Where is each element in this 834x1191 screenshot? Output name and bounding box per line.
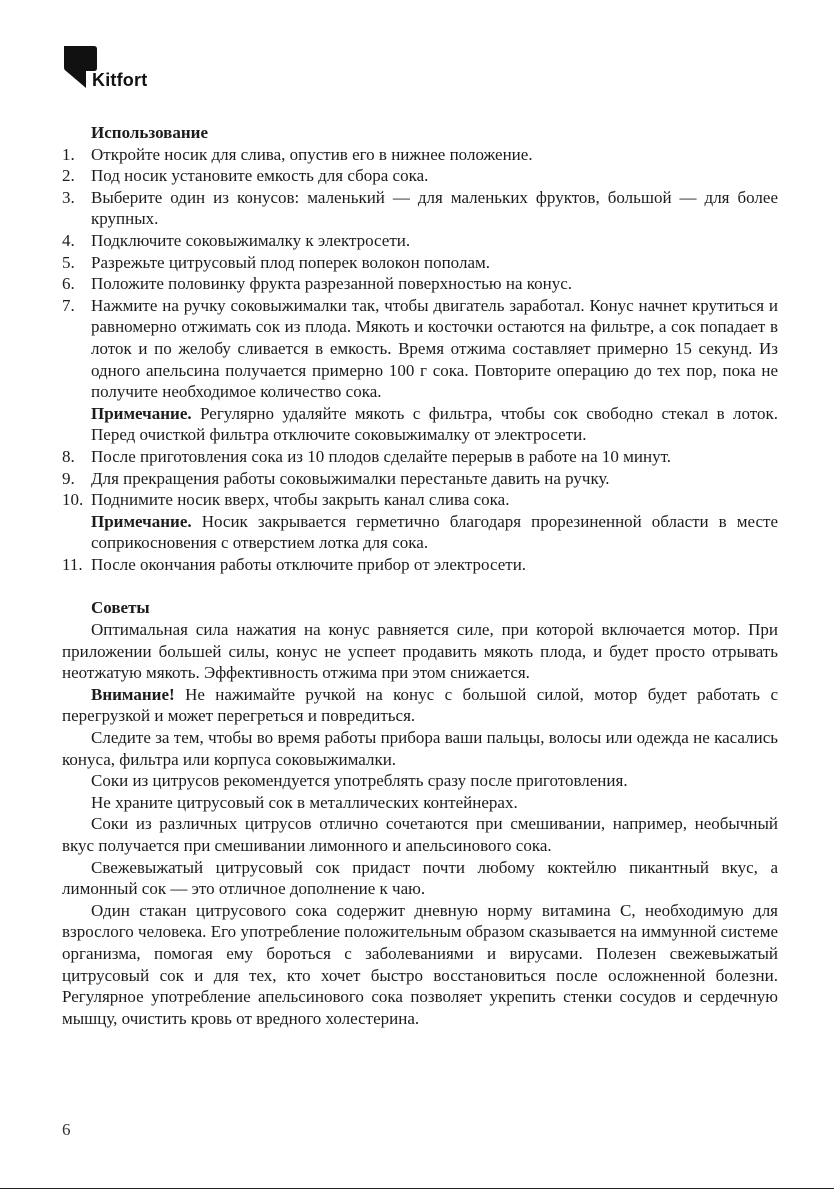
note-label: Примечание. xyxy=(91,511,192,531)
step-number: 6. xyxy=(62,274,75,294)
list-item xyxy=(62,295,778,403)
tips-paragraph: Оптимальная сила нажатия на конус равняется силе, при которой включается мотор. При приложении большей силы, конус не успеет продавить мякоть плода, и будет просто отрывать неотжатую мякоть. Эффективность отжима при этом снижается. xyxy=(62,620,778,683)
list-item xyxy=(62,252,778,274)
note-2 xyxy=(62,511,778,554)
page-number: 6 xyxy=(62,1120,71,1139)
usage-steps xyxy=(62,144,778,403)
list-item xyxy=(62,230,778,252)
step-text: Положите половинку фрукта разрезанной поверхностью на конус. xyxy=(91,274,573,294)
attention-text: Не нажимайте ручкой на конус с большой силой, мотор будет работать с перегрузкой и может перегреться и повредиться. xyxy=(62,684,778,726)
kitfort-logo xyxy=(62,44,172,92)
step-text: Откройте носик для слива, опустив его в нижнее положение. xyxy=(91,144,533,164)
list-item xyxy=(62,489,778,511)
step-text: Выберите один из конусов: маленький — для маленьких фруктов, большой — для более крупных. xyxy=(91,187,778,229)
tips-paragraph: Один стакан цитрусового сока содержит дневную норму витамина С, необходимую для взрослого человека. Его употребление положительным образом сказывается на иммунной системе организма, помогая ему бороться с заболеваниями и вирусами. Полезен свежевыжатый цитрусовый сок и для тех, кто хочет быстро восстановиться после осложненной болезни. Регулярное употребление апельсинового сока позволяет укрепить стенки сосудов и сердечную мышцу, очистить кровь от вредного холестерина. xyxy=(62,900,778,1028)
attention-paragraph xyxy=(62,684,778,727)
step-number: 3. xyxy=(62,187,75,207)
note-text: Регулярно удаляйте мякоть с фильтра, чтобы сок свободно стекал в лоток. Перед очисткой фильтра отключите соковыжималку от электросети. xyxy=(91,403,778,445)
tips-heading: Советы xyxy=(91,598,150,618)
note-text: Носик закрывается герметично благодаря прорезиненной области в месте соприкосновения с отверстием лотка для сока. xyxy=(91,511,778,553)
list-item xyxy=(62,273,778,295)
tips-paragraph: Свежевыжатый цитрусовый сок придаст почти любому коктейлю пикантный вкус, а лимонный сок — это отличное дополнение к чаю. xyxy=(62,857,778,899)
page-content xyxy=(62,122,778,1029)
step-text: После приготовления сока из 10 плодов сделайте перерыв в работе на 10 минут. xyxy=(91,446,671,466)
step-text: Нажмите на ручку соковыжималки так, чтобы двигатель заработал. Конус начнет крутиться и равномерно отжимать сок из плода. Мякоть и косточки остаются на фильтре, а сок попадает в лоток и по желобу сливается в емкость. Время отжима составляет примерно 15 секунд. Из одного апельсина получается примерно 100 г сока. Повторите операцию до тех пор, пока не получите необходимое количество сока. xyxy=(91,295,778,402)
section-gap xyxy=(62,575,778,597)
step-number: 7. xyxy=(62,295,75,315)
step-text: Поднимите носик вверх, чтобы закрыть канал слива сока. xyxy=(91,490,510,510)
list-item xyxy=(62,446,778,468)
usage-steps-final xyxy=(62,554,778,576)
step-text: Подключите соковыжималку к электросети. xyxy=(91,230,411,250)
step-number: 8. xyxy=(62,446,75,466)
list-item xyxy=(62,468,778,490)
tips-paragraph: Соки из цитрусов рекомендуется употреблять сразу после приготовления. xyxy=(91,771,628,791)
step-number: 1. xyxy=(62,144,75,164)
step-text: Разрежьте цитрусовый плод поперек волокон пополам. xyxy=(91,252,490,272)
tips-paragraph: Следите за тем, чтобы во время работы прибора ваши пальцы, волосы или одежда не касались конуса, фильтра или корпуса соковыжималки. xyxy=(62,728,778,769)
list-item xyxy=(62,165,778,187)
step-number: 11. xyxy=(62,554,83,574)
note-label: Примечание. xyxy=(91,403,192,423)
logo-text: Kitfort xyxy=(92,70,148,90)
attention-label: Внимание! xyxy=(91,684,175,704)
usage-heading: Использование xyxy=(91,123,208,142)
note-1 xyxy=(62,403,778,446)
step-text: Под носик установите емкость для сбора сока. xyxy=(91,166,429,186)
step-number: 2. xyxy=(62,166,75,186)
list-item xyxy=(62,554,778,576)
step-number: 9. xyxy=(62,468,75,488)
bottom-divider xyxy=(0,1188,834,1189)
step-number: 5. xyxy=(62,252,75,272)
step-text: После окончания работы отключите прибор от электросети. xyxy=(91,554,527,574)
step-number: 4. xyxy=(62,230,75,250)
tips-paragraph: Не храните цитрусовый сок в металлических контейнерах. xyxy=(91,792,518,812)
list-item xyxy=(62,187,778,230)
step-number: 10. xyxy=(62,490,84,510)
step-text: Для прекращения работы соковыжималки перестаньте давить на ручку. xyxy=(91,468,610,488)
list-item xyxy=(62,144,778,166)
usage-steps-continued xyxy=(62,446,778,511)
tips-paragraph: Соки из различных цитрусов отлично сочетаются при смешивании, например, необычный вкус получается при смешивании лимонного и апельсинового сока. xyxy=(62,814,778,855)
